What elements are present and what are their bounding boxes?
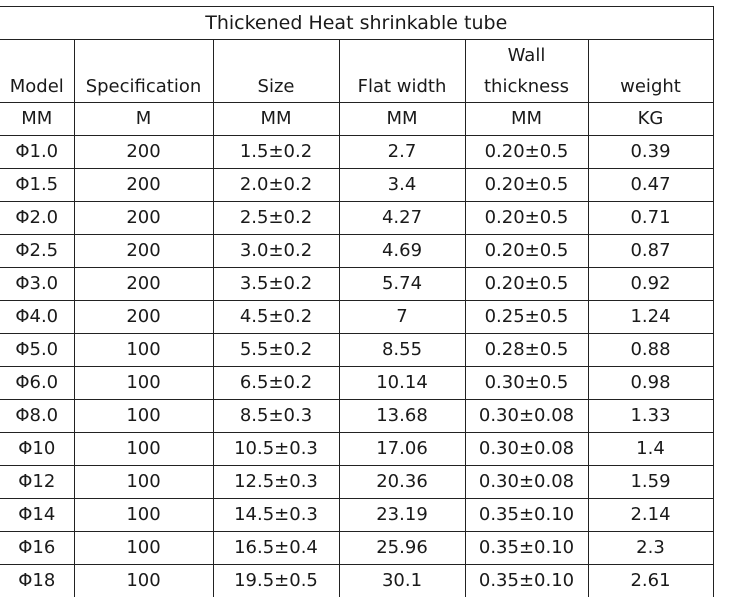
cell-specification: 100	[74, 466, 213, 499]
cell-specification: 100	[74, 433, 213, 466]
cell-model: Φ3.0	[0, 268, 74, 301]
cell-model: Φ10	[0, 433, 74, 466]
cell-size: 2.0±0.2	[213, 169, 339, 202]
cell-model: Φ5.0	[0, 334, 74, 367]
header-weight: weight	[588, 40, 713, 103]
table-row	[0, 268, 713, 301]
table-row	[0, 532, 713, 565]
cell-flat-width: 25.96	[339, 532, 465, 565]
cell-size: 3.5±0.2	[213, 268, 339, 301]
cell-flat-width: 17.06	[339, 433, 465, 466]
cell-weight: 0.87	[588, 235, 713, 268]
cell-size: 14.5±0.3	[213, 499, 339, 532]
cell-wall-thickness: 0.20±0.5	[465, 268, 588, 301]
header-flat-width: Flat width	[339, 40, 465, 103]
cell-weight: 1.59	[588, 466, 713, 499]
cell-model: Φ6.0	[0, 367, 74, 400]
cell-flat-width: 13.68	[339, 400, 465, 433]
cell-weight: 2.3	[588, 532, 713, 565]
cell-weight: 0.88	[588, 334, 713, 367]
cell-model: Φ2.0	[0, 202, 74, 235]
cell-wall-thickness: 0.20±0.5	[465, 202, 588, 235]
spec-table	[0, 6, 714, 597]
cell-flat-width: 30.1	[339, 565, 465, 598]
table-row	[0, 334, 713, 367]
header-wall-thickness: Wall thickness	[465, 40, 588, 103]
cell-wall-thickness: 0.35±0.10	[465, 532, 588, 565]
table-row	[0, 433, 713, 466]
cell-model: Φ4.0	[0, 301, 74, 334]
unit-size: MM	[213, 103, 339, 136]
cell-specification: 100	[74, 499, 213, 532]
table-row	[0, 400, 713, 433]
cell-flat-width: 2.7	[339, 136, 465, 169]
table-title: Thickened Heat shrinkable tube	[0, 7, 713, 40]
cell-specification: 200	[74, 235, 213, 268]
cell-wall-thickness: 0.30±0.08	[465, 433, 588, 466]
cell-specification: 200	[74, 268, 213, 301]
cell-wall-thickness: 0.35±0.10	[465, 565, 588, 598]
table-row	[0, 565, 713, 598]
cell-size: 6.5±0.2	[213, 367, 339, 400]
table-row	[0, 301, 713, 334]
cell-weight: 1.33	[588, 400, 713, 433]
cell-specification: 100	[74, 532, 213, 565]
cell-size: 12.5±0.3	[213, 466, 339, 499]
cell-specification: 100	[74, 400, 213, 433]
cell-weight: 0.92	[588, 268, 713, 301]
cell-model: Φ12	[0, 466, 74, 499]
table-row	[0, 466, 713, 499]
cell-model: Φ8.0	[0, 400, 74, 433]
cell-size: 8.5±0.3	[213, 400, 339, 433]
header-specification: Specification	[74, 40, 213, 103]
cell-size: 2.5±0.2	[213, 202, 339, 235]
cell-wall-thickness: 0.30±0.08	[465, 466, 588, 499]
cell-specification: 100	[74, 367, 213, 400]
cell-specification: 200	[74, 136, 213, 169]
unit-flat-width: MM	[339, 103, 465, 136]
unit-model: MM	[0, 103, 74, 136]
cell-flat-width: 4.69	[339, 235, 465, 268]
table-row	[0, 136, 713, 169]
table-row	[0, 202, 713, 235]
cell-size: 3.0±0.2	[213, 235, 339, 268]
cell-flat-width: 10.14	[339, 367, 465, 400]
cell-size: 5.5±0.2	[213, 334, 339, 367]
cell-flat-width: 8.55	[339, 334, 465, 367]
cell-wall-thickness: 0.25±0.5	[465, 301, 588, 334]
cell-wall-thickness: 0.30±0.08	[465, 400, 588, 433]
cell-size: 10.5±0.3	[213, 433, 339, 466]
cell-specification: 200	[74, 301, 213, 334]
cell-specification: 200	[74, 169, 213, 202]
cell-model: Φ1.5	[0, 169, 74, 202]
cell-specification: 200	[74, 202, 213, 235]
cell-flat-width: 3.4	[339, 169, 465, 202]
units-row	[0, 103, 713, 136]
cell-weight: 1.4	[588, 433, 713, 466]
cell-flat-width: 5.74	[339, 268, 465, 301]
cell-size: 4.5±0.2	[213, 301, 339, 334]
cell-weight: 2.61	[588, 565, 713, 598]
cell-model: Φ2.5	[0, 235, 74, 268]
cell-specification: 100	[74, 334, 213, 367]
cell-weight: 0.39	[588, 136, 713, 169]
cell-size: 1.5±0.2	[213, 136, 339, 169]
header-size: Size	[213, 40, 339, 103]
unit-specification: M	[74, 103, 213, 136]
unit-wall-thickness: MM	[465, 103, 588, 136]
cell-wall-thickness: 0.20±0.5	[465, 169, 588, 202]
cell-specification: 100	[74, 565, 213, 598]
cell-flat-width: 23.19	[339, 499, 465, 532]
cell-weight: 1.24	[588, 301, 713, 334]
cell-wall-thickness: 0.20±0.5	[465, 235, 588, 268]
cell-wall-thickness: 0.30±0.5	[465, 367, 588, 400]
cell-size: 16.5±0.4	[213, 532, 339, 565]
table-row	[0, 499, 713, 532]
cell-flat-width: 4.27	[339, 202, 465, 235]
spec-table-container	[0, 6, 714, 597]
table-row	[0, 367, 713, 400]
cell-size: 19.5±0.5	[213, 565, 339, 598]
cell-flat-width: 7	[339, 301, 465, 334]
header-model: Model	[0, 40, 74, 103]
unit-weight: KG	[588, 103, 713, 136]
cell-weight: 0.71	[588, 202, 713, 235]
table-row	[0, 169, 713, 202]
cell-flat-width: 20.36	[339, 466, 465, 499]
table-row	[0, 235, 713, 268]
cell-weight: 2.14	[588, 499, 713, 532]
cell-wall-thickness: 0.28±0.5	[465, 334, 588, 367]
title-row	[0, 7, 713, 40]
cell-model: Φ16	[0, 532, 74, 565]
cell-model: Φ14	[0, 499, 74, 532]
cell-wall-thickness: 0.20±0.5	[465, 136, 588, 169]
cell-weight: 0.98	[588, 367, 713, 400]
cell-model: Φ18	[0, 565, 74, 598]
cell-weight: 0.47	[588, 169, 713, 202]
cell-wall-thickness: 0.35±0.10	[465, 499, 588, 532]
cell-model: Φ1.0	[0, 136, 74, 169]
header-row	[0, 40, 713, 103]
